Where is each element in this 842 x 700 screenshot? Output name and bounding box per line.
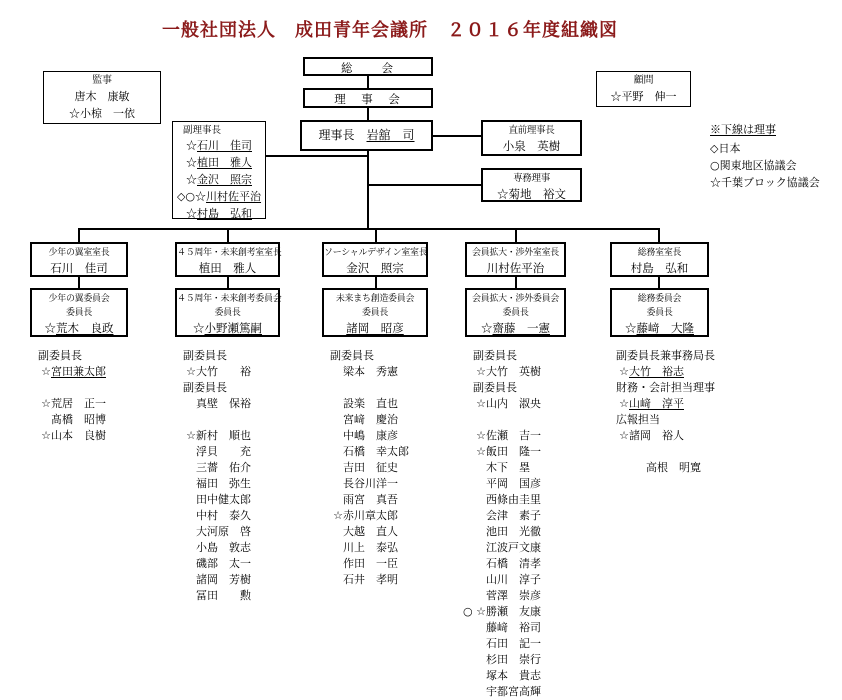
connector-line xyxy=(375,228,377,242)
member-name xyxy=(473,588,608,604)
role-label: 副委員長 xyxy=(330,349,374,362)
room-box-social-design xyxy=(322,242,428,277)
connector-line xyxy=(227,228,229,242)
legend-mark: ☆ xyxy=(69,107,80,120)
committee-title: 少年の翼委員会 xyxy=(48,294,110,304)
chair-name: 藤﨑 大隆 xyxy=(636,321,694,335)
member-name-text: 大竹 裕志 xyxy=(629,365,684,378)
member-name-text: 荒居 正一 xyxy=(51,397,106,410)
member-name-text: 平岡 国彦 xyxy=(486,477,541,490)
committee-box-kakudai-shogai xyxy=(465,288,566,337)
member-name-text: 宮﨑 慶治 xyxy=(343,413,398,426)
legend-items xyxy=(710,140,820,191)
committee-box-45th-miraisoko xyxy=(175,288,280,337)
member-name xyxy=(330,428,465,444)
role-label: 副委員長 xyxy=(473,349,517,362)
member-name-text: 唐木 康敏 xyxy=(74,90,130,103)
member-name-text: 勝瀬 友康 xyxy=(486,605,541,618)
legend-mark: ☆ xyxy=(476,397,486,410)
spacer xyxy=(330,380,465,396)
legend-note: ※下線は理事 xyxy=(710,123,776,136)
room-box-45th-miraisoko xyxy=(175,242,280,277)
member-name xyxy=(463,604,608,620)
connector-line xyxy=(266,155,367,157)
member-name xyxy=(473,556,608,572)
member-name xyxy=(330,364,465,380)
member-name-text: 磯部 太一 xyxy=(196,557,251,570)
chair-label: 委員長 xyxy=(502,308,529,318)
connector-line xyxy=(515,228,517,242)
member-name xyxy=(183,428,318,444)
member-name xyxy=(38,396,168,412)
spacer-gap xyxy=(354,128,366,142)
member-name-text: 高根 明寛 xyxy=(646,461,701,474)
member-name xyxy=(183,364,318,380)
committee-title: 会員拡大・渉外委員会 xyxy=(471,294,559,304)
member-name xyxy=(710,140,820,157)
member-name xyxy=(183,572,318,588)
member-list-45th-miraisoko xyxy=(183,348,318,604)
advisor-title: 顧問 xyxy=(633,75,654,86)
vice-president-members xyxy=(173,138,265,223)
legend-mark: ☆ xyxy=(476,429,486,442)
room-title: 会員拡大・渉外室室長 xyxy=(471,248,559,258)
spacer xyxy=(616,444,781,460)
member-name xyxy=(183,524,318,540)
legend-mark: ☆ xyxy=(610,90,622,103)
vice-president-box xyxy=(172,121,266,219)
member-name-text: 長谷川洋一 xyxy=(343,477,398,490)
legend-mark: ☆ xyxy=(186,207,197,220)
member-name-text: 飯田 隆一 xyxy=(486,445,541,458)
member-name xyxy=(183,444,318,460)
member-name-text: 大竹 裕 xyxy=(196,365,251,378)
connector-line xyxy=(78,277,80,288)
chair-line xyxy=(612,320,707,336)
member-name-text: ○関東地区協議会 xyxy=(710,159,797,172)
member-name xyxy=(473,684,608,700)
chair-name: 荒木 良政 xyxy=(56,321,114,335)
member-name xyxy=(473,524,608,540)
role-label: 副委員長 xyxy=(38,349,82,362)
room-title: ４５周年・未来創考室室長 xyxy=(177,248,282,258)
member-list-somu xyxy=(616,348,781,476)
member-name-text: 福田 弥生 xyxy=(196,477,251,490)
legend-mark: ☆ xyxy=(193,321,205,335)
legend-mark: ☆ xyxy=(44,321,56,335)
advisor-box xyxy=(596,71,691,107)
member-name xyxy=(473,476,608,492)
legend-mark: ☆ xyxy=(333,509,343,522)
member-name xyxy=(473,652,608,668)
member-name-text: 杉田 崇行 xyxy=(486,653,541,666)
member-name xyxy=(473,396,608,412)
role-label: 財務・会計担当理事 xyxy=(616,381,715,394)
member-name xyxy=(616,428,781,444)
spacer xyxy=(183,412,318,428)
member-name-text: 平野 伸一 xyxy=(621,90,677,103)
chair-label: 委員長 xyxy=(65,308,93,318)
board-label: 理 事 会 xyxy=(334,92,402,106)
member-name xyxy=(330,508,465,524)
connector-line xyxy=(367,151,369,230)
member-name-text: 冨田 勲 xyxy=(196,589,251,602)
member-name-text: 雨宮 真吾 xyxy=(343,493,398,506)
role-label: 副委員長 xyxy=(183,349,227,362)
legend-mark: ☆ xyxy=(476,445,486,458)
room-head-name: 村島 弘和 xyxy=(630,261,689,275)
immediate-past-president-name: 小泉 英樹 xyxy=(502,139,561,153)
member-name xyxy=(173,206,265,223)
member-list-kakudai-shogai xyxy=(463,348,608,700)
board-box xyxy=(303,88,433,108)
member-name-text: 諸岡 芳樹 xyxy=(196,573,251,586)
member-name xyxy=(473,508,608,524)
member-name-text: 会津 素子 xyxy=(486,509,541,522)
executive-director-name: 菊地 裕文 xyxy=(508,187,566,201)
member-list-shonen-no-tsubasa xyxy=(38,348,168,444)
connector-line xyxy=(658,228,660,242)
room-title: ソーシャルデザイン室室長 xyxy=(324,248,428,258)
member-name xyxy=(473,540,608,556)
member-name-text: 大竹 英樹 xyxy=(486,365,541,378)
president-box xyxy=(300,120,433,151)
member-name-text: 浮貝 充 xyxy=(196,445,251,458)
member-name-text: 宮田兼太郎 xyxy=(51,365,106,378)
member-name xyxy=(38,428,168,444)
member-name xyxy=(597,88,690,105)
connector-line xyxy=(658,277,660,288)
chair-label: 委員長 xyxy=(646,308,673,318)
member-name-text: 小椋 一依 xyxy=(80,107,135,120)
legend-mark: ◇○☆ xyxy=(176,190,207,203)
legend-mark: ☆ xyxy=(619,365,629,378)
member-name xyxy=(473,460,608,476)
legend-mark: ☆ xyxy=(625,321,637,335)
member-name xyxy=(330,556,465,572)
legend-mark: ☆ xyxy=(41,397,51,410)
member-name xyxy=(473,444,608,460)
spacer xyxy=(473,412,608,428)
committee-box-shonen-no-tsubasa xyxy=(30,288,128,337)
connector-line xyxy=(515,277,517,288)
committee-box-mirai-machi xyxy=(322,288,428,337)
member-name xyxy=(473,364,608,380)
member-name-text: 江波戸文康 xyxy=(486,541,541,554)
member-name-text: 西條由圭里 xyxy=(486,493,541,506)
member-name-text: 赤川章太郎 xyxy=(343,509,398,522)
member-name xyxy=(473,492,608,508)
page-title: 一般社団法人 成田青年会議所 ２０１６年度組織図 xyxy=(162,20,618,41)
room-head-name: 川村佐平治 xyxy=(486,261,545,275)
member-name-text: 中村 泰久 xyxy=(196,509,251,522)
committee-title: 総務委員会 xyxy=(637,294,682,304)
member-name xyxy=(183,508,318,524)
member-name-text: 菅澤 崇彦 xyxy=(486,589,541,602)
member-name xyxy=(330,524,465,540)
member-name-text: 設楽 直也 xyxy=(343,397,398,410)
member-name-text: 山川 淳子 xyxy=(486,573,541,586)
connector-line xyxy=(227,277,229,288)
room-head-name: 金沢 照宗 xyxy=(346,261,404,275)
role-label: 副委員長 xyxy=(473,381,517,394)
executive-director-box xyxy=(481,168,582,202)
member-name xyxy=(330,492,465,508)
member-name-text: 田中健太郎 xyxy=(196,493,251,506)
member-name-text: 山本 良樹 xyxy=(51,429,106,442)
auditor-title: 監事 xyxy=(92,75,112,86)
auditor-members xyxy=(44,88,160,122)
member-name-text: 石橋 清孝 xyxy=(486,557,541,570)
member-name-text: 金沢 照宗 xyxy=(197,173,252,186)
member-name xyxy=(330,460,465,476)
member-name-text: 新村 順也 xyxy=(196,429,251,442)
general-assembly-label: 総 会 xyxy=(341,61,395,75)
member-name xyxy=(173,155,265,172)
member-name xyxy=(473,668,608,684)
auditor-box xyxy=(43,71,161,124)
role-label: 副委員長兼事務局長 xyxy=(616,349,715,362)
member-name-text: 宇都宮高輝 xyxy=(486,685,541,698)
legend-mark: ☆ xyxy=(41,365,51,378)
member-name xyxy=(183,460,318,476)
member-name-text: 真壁 保裕 xyxy=(196,397,251,410)
member-name-text: 大河原 啓 xyxy=(196,525,251,538)
chair-label: 委員長 xyxy=(214,308,241,318)
member-name xyxy=(473,572,608,588)
member-name-text: 髙橋 昭博 xyxy=(51,413,106,426)
connector-line xyxy=(78,228,80,242)
member-name-text: 石井 孝明 xyxy=(343,573,398,586)
president-line xyxy=(302,122,431,149)
chair-line xyxy=(32,320,126,336)
committee-title: 未来まち創造委員会 xyxy=(335,294,415,304)
room-title: 総務室室長 xyxy=(637,248,682,258)
legend-mark: ☆ xyxy=(186,156,197,169)
chair-name: 諸岡 昭彦 xyxy=(346,321,404,335)
member-name-text: 山﨑 淳平 xyxy=(629,397,684,410)
legend-mark: ○ ☆ xyxy=(463,605,486,618)
member-name-text: 石川 佳司 xyxy=(197,139,252,152)
member-name xyxy=(173,189,265,206)
member-name xyxy=(183,556,318,572)
legend-mark: ☆ xyxy=(186,139,197,152)
member-name xyxy=(173,172,265,189)
chair-name: 齋藤 一憲 xyxy=(492,321,550,335)
member-name xyxy=(473,428,608,444)
member-name-text: 塚本 貴志 xyxy=(486,669,541,682)
chair-label: 委員長 xyxy=(361,308,389,318)
legend-mark: ☆ xyxy=(481,321,493,335)
room-head-name: 植田 雅人 xyxy=(198,261,257,275)
chair-line xyxy=(177,320,278,336)
member-name xyxy=(616,396,781,412)
member-name-text: 藤﨑 裕司 xyxy=(486,621,541,634)
general-assembly-box xyxy=(303,57,433,76)
role-label: 副委員長 xyxy=(183,381,227,394)
member-name-text: 山内 淑央 xyxy=(486,397,541,410)
member-name xyxy=(330,412,465,428)
advisor-members xyxy=(597,88,690,105)
member-name xyxy=(183,396,318,412)
connector-line xyxy=(78,228,659,230)
legend-mark: ☆ xyxy=(41,429,51,442)
member-name-text: 川村佐平治 xyxy=(206,190,262,203)
member-name-text: ◇日本 xyxy=(710,142,741,155)
room-title: 少年の翼室室長 xyxy=(48,248,110,258)
member-name-text: 村島 弘和 xyxy=(197,207,252,220)
member-name xyxy=(183,492,318,508)
member-name xyxy=(473,620,608,636)
legend-mark: ☆ xyxy=(186,173,197,186)
committee-title: ４５周年・未来創考委員会 xyxy=(177,294,282,304)
member-name-text: 木下 塁 xyxy=(486,461,530,474)
legend xyxy=(710,121,820,191)
legend-mark: ☆ xyxy=(497,187,509,201)
legend-mark: ☆ xyxy=(186,365,196,378)
member-name xyxy=(473,636,608,652)
member-name-text: 大越 直人 xyxy=(343,525,398,538)
executive-director-name-line xyxy=(483,186,580,202)
president-title: 理事長 xyxy=(318,128,355,142)
member-name xyxy=(710,157,820,174)
member-name-text: 池田 光徹 xyxy=(486,525,541,538)
member-name xyxy=(616,460,781,476)
vice-president-title: 副理事長 xyxy=(183,125,222,136)
member-name-text: 植田 雅人 xyxy=(197,156,252,169)
member-name xyxy=(616,364,781,380)
member-name xyxy=(330,476,465,492)
immediate-past-president-box xyxy=(481,120,582,156)
member-name xyxy=(38,412,168,428)
president-name: 岩舘 司 xyxy=(366,128,415,142)
room-box-somu xyxy=(610,242,709,277)
connector-line xyxy=(367,184,481,186)
executive-director-title: 専務理事 xyxy=(513,173,550,184)
member-name-text: 吉田 征史 xyxy=(343,461,398,474)
connector-line xyxy=(367,108,369,120)
member-name xyxy=(173,138,265,155)
member-list-mirai-machi xyxy=(330,348,465,588)
member-name-text: ☆千葉ブロック協議会 xyxy=(710,176,820,189)
member-name xyxy=(330,540,465,556)
member-name-text: 中嶋 康彦 xyxy=(343,429,398,442)
legend-mark: ☆ xyxy=(186,429,196,442)
member-name xyxy=(710,174,820,191)
role-label: 広報担当 xyxy=(616,413,660,426)
member-name xyxy=(44,88,160,105)
member-name xyxy=(183,588,318,604)
chair-name: 小野瀬篤嗣 xyxy=(204,321,262,335)
member-name xyxy=(38,364,168,380)
member-name-text: 三薔 佑介 xyxy=(196,461,251,474)
member-name xyxy=(330,396,465,412)
chair-line xyxy=(467,320,564,336)
member-name-text: 諸岡 裕人 xyxy=(629,429,684,442)
member-name-text: 作田 一臣 xyxy=(343,557,398,570)
member-name-text: 石橋 幸太郎 xyxy=(343,445,409,458)
legend-mark: ☆ xyxy=(476,365,486,378)
member-name-text: 梁本 秀憲 xyxy=(343,365,398,378)
legend-mark: ☆ xyxy=(619,429,629,442)
room-box-kakudai-shogai xyxy=(465,242,566,277)
connector-line xyxy=(433,135,481,137)
member-name xyxy=(330,572,465,588)
chair-line xyxy=(324,320,426,336)
legend-mark: ☆ xyxy=(619,397,629,410)
connector-line xyxy=(367,76,369,88)
member-name-text: 小島 敦志 xyxy=(196,541,251,554)
immediate-past-president-title: 直前理事長 xyxy=(508,125,555,136)
connector-line xyxy=(375,277,377,288)
room-box-shonen-no-tsubasa xyxy=(30,242,128,277)
member-name xyxy=(183,476,318,492)
member-name-text: 川上 泰弘 xyxy=(343,541,398,554)
member-name-text: 佐瀬 吉一 xyxy=(486,429,541,442)
committee-box-somu xyxy=(610,288,709,337)
member-name xyxy=(183,540,318,556)
spacer xyxy=(38,380,168,396)
member-name xyxy=(330,444,465,460)
member-name-text: 石田 記一 xyxy=(486,637,541,650)
room-head-name: 石川 佳司 xyxy=(50,261,108,275)
member-name xyxy=(44,105,160,122)
